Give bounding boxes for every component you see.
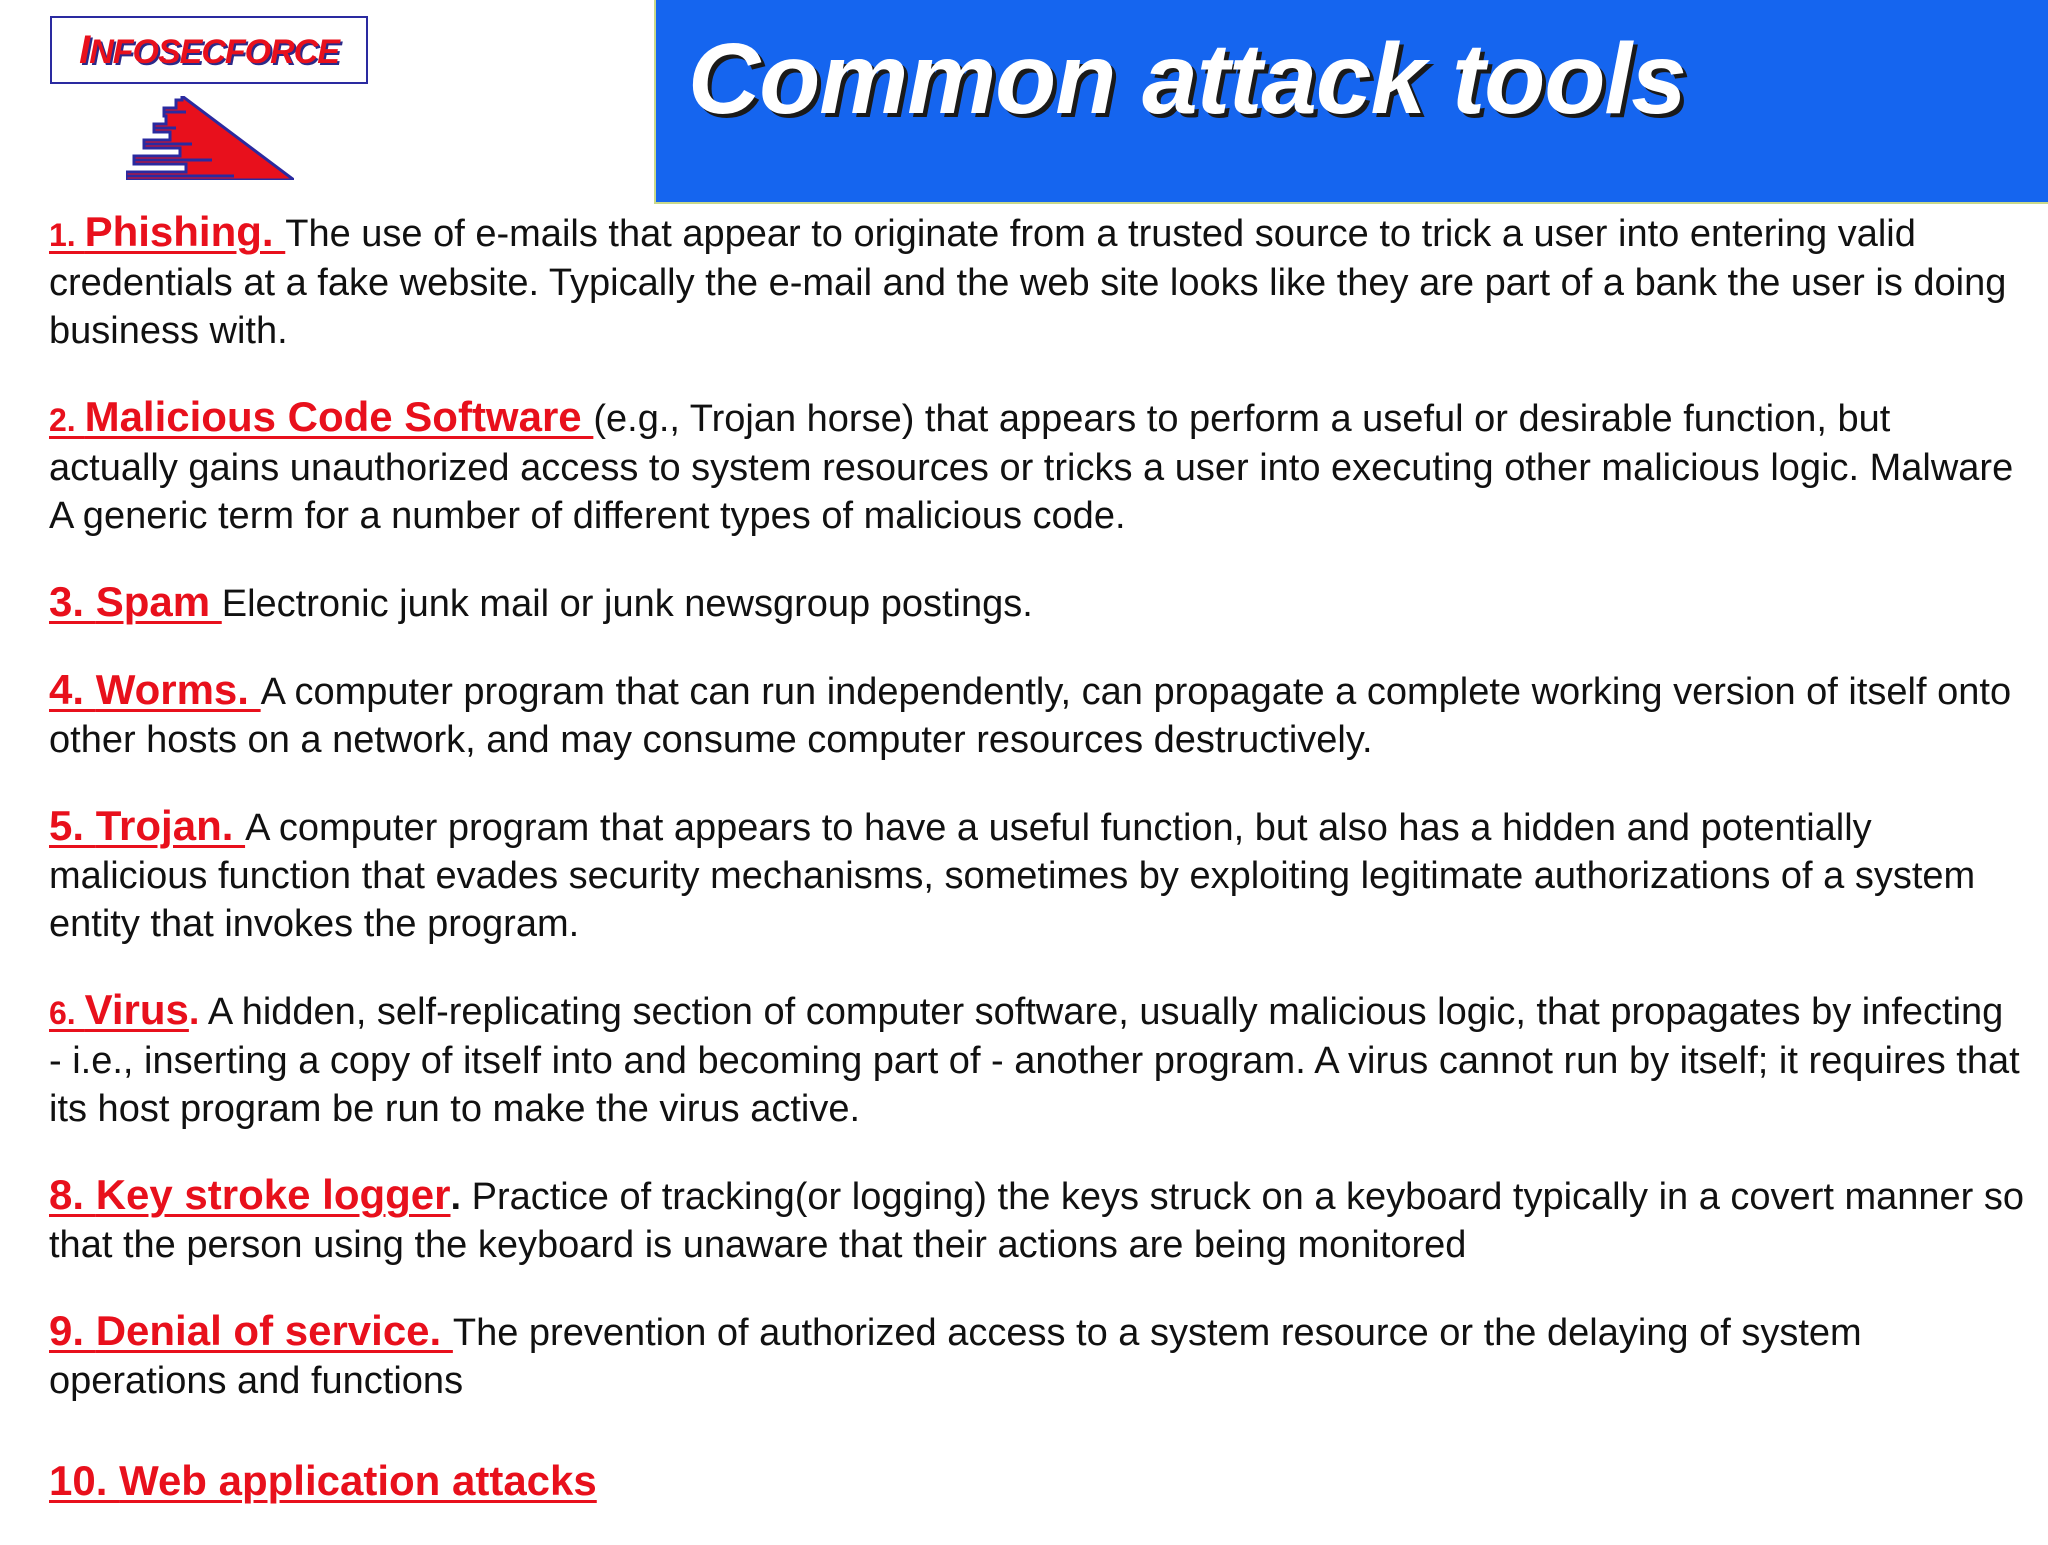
item-description: (e.g., Trojan horse) that appears to perform a useful or desirable function, but actually gains unauthorized access to system resources or tricks a user into executing other malicious logic. Malware A generic term for a number of different types of malicious code. — [49, 398, 2014, 537]
item-description: Electronic junk mail or junk newsgroup postings. — [221, 583, 1033, 625]
list-item-malicious-code — [49, 393, 2024, 540]
stepped-pyramid-logo-icon — [126, 96, 294, 180]
list-item-virus — [49, 986, 2024, 1133]
list-item-worms — [49, 666, 2024, 764]
item-description: The use of e-mails that appear to originate from a trusted source to trick a user into entering valid credentials at a fake website. Typically the e-mail and the web site looks like they are part of a bank the user is doing business with. — [49, 213, 2007, 352]
item-description: A hidden, self-replicating section of computer software, usually malicious logic, that propagates by infecting - i.e., inserting a copy of itself into and becoming part of - another program. A virus cannot run by itself; it requires that its host program be run to make the virus active. — [49, 991, 2020, 1130]
item-term: 8. Key stroke logger — [49, 1171, 451, 1218]
item-description: The prevention of authorized access to a system resource or the delaying of system operations and functions — [49, 1312, 1862, 1402]
logo-text: INFOSECFORCE — [79, 27, 339, 72]
list-item-web-application-attacks — [49, 1457, 2024, 1507]
list-item-spam — [49, 578, 2024, 628]
item-description: A computer program that can run independently, can propagate a complete working version of itself onto other hosts on a network, and may consume computer resources destructively. — [49, 671, 2012, 761]
list-item-phishing — [49, 208, 2024, 355]
list-item-denial-of-service — [49, 1307, 2024, 1405]
item-term: 2. Malicious Code Software — [49, 393, 594, 440]
item-term: 4. Worms. — [49, 666, 261, 713]
list-item-key-stroke-logger — [49, 1171, 2024, 1269]
item-term: 1. Phishing. — [49, 208, 286, 255]
item-term: 6. Virus — [49, 986, 189, 1033]
item-term: 5. Trojan. — [49, 802, 246, 849]
logo-box — [50, 16, 368, 84]
list-item-trojan — [49, 802, 2024, 948]
item-description: Practice of tracking(or logging) the keys struck on a keyboard typically in a covert manner so that the person using the keyboard is unaware that their actions are being monitored — [49, 1176, 2024, 1266]
title-bar — [654, 0, 2048, 204]
item-term: 9. Denial of service. — [49, 1307, 453, 1354]
page-title: Common attack tools — [688, 23, 1686, 135]
item-term: 3. Spam — [49, 578, 222, 625]
item-suffix: . — [450, 1176, 462, 1218]
attack-tools-list — [49, 208, 2024, 1545]
item-description: A computer program that appears to have a useful function, but also has a hidden and potentially malicious function that evades security mechanisms, sometimes by exploiting legitimate authorizations of a system entity that invokes the program. — [49, 807, 1976, 945]
item-term: 10. Web application attacks — [49, 1457, 597, 1504]
item-suffix: . — [188, 991, 200, 1033]
